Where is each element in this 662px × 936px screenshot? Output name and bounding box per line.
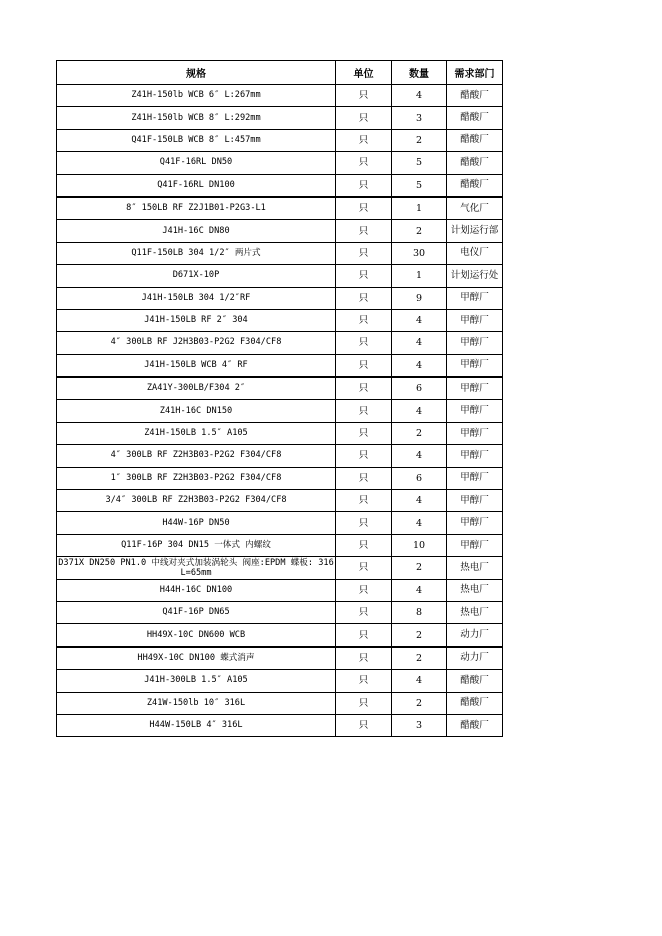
cell-unit[interactable]: 只 [336, 107, 392, 129]
table-row [57, 287, 503, 309]
table-row [57, 467, 503, 489]
cell-spec[interactable]: J41H-150LB 304 1/2″RF [57, 287, 336, 309]
cell-spec[interactable]: J41H-300LB 1.5″ A105 [57, 670, 336, 692]
cell-dept[interactable]: 醋酸厂 [447, 670, 503, 692]
table-row [57, 512, 503, 534]
cell-spec[interactable]: J41H-16C DN80 [57, 220, 336, 242]
cell-qty[interactable]: 2 [392, 692, 447, 714]
cell-unit[interactable]: 只 [336, 601, 392, 623]
cell-unit[interactable]: 只 [336, 579, 392, 601]
cell-unit[interactable]: 只 [336, 242, 392, 264]
cell-qty[interactable]: 4 [392, 512, 447, 534]
cell-spec[interactable]: 4″ 300LB RF J2H3B03-P2G2 F304/CF8 [57, 332, 336, 354]
cell-unit[interactable]: 只 [336, 445, 392, 467]
cell-dept[interactable]: 醋酸厂 [447, 174, 503, 197]
cell-spec[interactable]: Z41H-150LB 1.5″ A105 [57, 422, 336, 444]
table-row [57, 174, 503, 197]
cell-spec[interactable]: Z41H-150lb WCB 6″ L:267mm [57, 85, 336, 107]
table-row [57, 354, 503, 377]
cell-dept[interactable]: 热电厂 [447, 557, 503, 579]
cell-spec[interactable]: Z41H-150lb WCB 8″ L:292mm [57, 107, 336, 129]
cell-spec[interactable]: H44H-16C DN100 [57, 579, 336, 601]
table-row [57, 692, 503, 714]
cell-qty[interactable]: 6 [392, 377, 447, 400]
cell-spec[interactable]: J41H-150LB WCB 4″ RF [57, 354, 336, 377]
cell-qty[interactable]: 3 [392, 714, 447, 736]
header-qty: 数量 [392, 61, 447, 85]
cell-qty[interactable]: 2 [392, 220, 447, 242]
cell-dept[interactable]: 计划运行部 [447, 220, 503, 242]
cell-dept[interactable]: 醋酸厂 [447, 129, 503, 151]
cell-dept[interactable]: 气化厂 [447, 197, 503, 220]
cell-dept[interactable]: 甲醇厂 [447, 490, 503, 512]
cell-qty[interactable]: 3 [392, 107, 447, 129]
cell-qty[interactable]: 4 [392, 490, 447, 512]
spreadsheet [56, 60, 502, 737]
cell-qty[interactable]: 5 [392, 174, 447, 197]
cell-qty[interactable]: 30 [392, 242, 447, 264]
cell-dept[interactable]: 甲醇厂 [447, 287, 503, 309]
cell-unit[interactable]: 只 [336, 512, 392, 534]
cell-qty[interactable]: 6 [392, 467, 447, 489]
cell-unit[interactable]: 只 [336, 265, 392, 287]
table-row [57, 85, 503, 107]
cell-dept[interactable]: 醋酸厂 [447, 85, 503, 107]
header-spec: 规格 [57, 61, 336, 85]
cell-dept[interactable]: 计划运行处 [447, 265, 503, 287]
table-row [57, 601, 503, 623]
table-row [57, 490, 503, 512]
table-row [57, 445, 503, 467]
cell-qty[interactable]: 2 [392, 422, 447, 444]
table-row [57, 579, 503, 601]
table-row [57, 152, 503, 174]
cell-unit[interactable]: 只 [336, 557, 392, 579]
header-row [57, 61, 503, 85]
table-row [57, 670, 503, 692]
cell-spec[interactable]: Q41F-16RL DN100 [57, 174, 336, 197]
cell-dept[interactable]: 甲醇厂 [447, 512, 503, 534]
cell-dept[interactable]: 热电厂 [447, 579, 503, 601]
table-row [57, 557, 503, 579]
cell-spec[interactable]: 1″ 300LB RF Z2H3B03-P2G2 F304/CF8 [57, 467, 336, 489]
cell-unit[interactable]: 只 [336, 400, 392, 422]
cell-unit[interactable]: 只 [336, 197, 392, 220]
cell-qty[interactable]: 4 [392, 85, 447, 107]
cell-spec[interactable]: D671X-10P [57, 265, 336, 287]
cell-dept[interactable]: 甲醇厂 [447, 534, 503, 556]
cell-spec[interactable]: Q41F-16P DN65 [57, 601, 336, 623]
cell-spec[interactable]: 3/4″ 300LB RF Z2H3B03-P2G2 F304/CF8 [57, 490, 336, 512]
cell-spec[interactable]: 8″ 150LB RF Z2J1B01-P2G3-L1 [57, 197, 336, 220]
cell-unit[interactable]: 只 [336, 309, 392, 331]
cell-unit[interactable]: 只 [336, 647, 392, 670]
cell-spec[interactable]: Q41F-150LB WCB 8″ L:457mm [57, 129, 336, 151]
cell-unit[interactable]: 只 [336, 692, 392, 714]
table-row [57, 309, 503, 331]
header-unit: 单位 [336, 61, 392, 85]
cell-spec[interactable]: Z41W-150lb 10″ 316L [57, 692, 336, 714]
cell-unit[interactable]: 只 [336, 467, 392, 489]
cell-spec[interactable]: Q11F-150LB 304 1/2″ 两片式 [57, 242, 336, 264]
cell-dept[interactable]: 醋酸厂 [447, 692, 503, 714]
cell-dept[interactable]: 动力厂 [447, 624, 503, 647]
cell-unit[interactable]: 只 [336, 490, 392, 512]
cell-qty[interactable]: 8 [392, 601, 447, 623]
cell-unit[interactable]: 只 [336, 152, 392, 174]
table-row [57, 332, 503, 354]
cell-unit[interactable]: 只 [336, 174, 392, 197]
cell-dept[interactable]: 甲醇厂 [447, 445, 503, 467]
cell-unit[interactable]: 只 [336, 714, 392, 736]
table-row [57, 242, 503, 264]
cell-unit[interactable]: 只 [336, 332, 392, 354]
cell-unit[interactable]: 只 [336, 85, 392, 107]
cell-dept[interactable]: 动力厂 [447, 647, 503, 670]
cell-dept[interactable]: 醋酸厂 [447, 714, 503, 736]
table-row [57, 107, 503, 129]
cell-spec[interactable]: Q41F-16RL DN50 [57, 152, 336, 174]
table-row [57, 534, 503, 556]
cell-spec[interactable]: HH49X-10C DN600 WCB [57, 624, 336, 647]
cell-dept[interactable]: 甲醇厂 [447, 354, 503, 377]
cell-qty[interactable]: 9 [392, 287, 447, 309]
cell-qty[interactable]: 1 [392, 265, 447, 287]
cell-spec[interactable]: Q11F-16P 304 DN15 一体式 内螺纹 [57, 534, 336, 556]
cell-dept[interactable]: 热电厂 [447, 601, 503, 623]
cell-spec[interactable]: J41H-150LB RF 2″ 304 [57, 309, 336, 331]
cell-dept[interactable]: 醋酸厂 [447, 107, 503, 129]
cell-qty[interactable]: 2 [392, 647, 447, 670]
cell-unit[interactable]: 只 [336, 670, 392, 692]
cell-dept[interactable]: 甲醇厂 [447, 377, 503, 400]
cell-qty[interactable]: 2 [392, 557, 447, 579]
cell-qty[interactable]: 10 [392, 534, 447, 556]
cell-qty[interactable]: 4 [392, 400, 447, 422]
cell-dept[interactable]: 甲醇厂 [447, 400, 503, 422]
cell-unit[interactable]: 只 [336, 422, 392, 444]
cell-spec[interactable]: H44W-16P DN50 [57, 512, 336, 534]
cell-qty[interactable]: 2 [392, 129, 447, 151]
cell-qty[interactable]: 4 [392, 445, 447, 467]
cell-spec[interactable]: ZA41Y-300LB/F304 2″ [57, 377, 336, 400]
cell-dept[interactable]: 甲醇厂 [447, 467, 503, 489]
cell-unit[interactable]: 只 [336, 534, 392, 556]
cell-spec[interactable]: H44W-150LB 4″ 316L [57, 714, 336, 736]
cell-qty[interactable]: 5 [392, 152, 447, 174]
table-row [57, 422, 503, 444]
table-row [57, 400, 503, 422]
cell-unit[interactable]: 只 [336, 287, 392, 309]
cell-qty[interactable]: 4 [392, 670, 447, 692]
cell-qty[interactable]: 4 [392, 309, 447, 331]
cell-spec[interactable]: 4″ 300LB RF Z2H3B03-P2G2 F304/CF8 [57, 445, 336, 467]
cell-qty[interactable]: 4 [392, 579, 447, 601]
cell-spec[interactable]: D371X DN250 PN1.0 中线对夹式加装涡轮头 阀座:EPDM 蝶板: 316 L=65mm [58, 557, 334, 578]
cell-dept[interactable]: 甲醇厂 [447, 422, 503, 444]
table-row [57, 129, 503, 151]
cell-qty[interactable]: 1 [392, 197, 447, 220]
table-row [57, 647, 503, 670]
cell-qty[interactable]: 2 [392, 624, 447, 647]
table-row [57, 265, 503, 287]
valve-requisition-table [56, 60, 503, 737]
table-row [57, 197, 503, 220]
cell-unit[interactable]: 只 [336, 354, 392, 377]
cell-spec[interactable]: Z41H-16C DN150 [57, 400, 336, 422]
cell-dept[interactable]: 电仪厂 [447, 242, 503, 264]
cell-unit[interactable]: 只 [336, 377, 392, 400]
cell-spec[interactable]: HH49X-10C DN100 蝶式消声 [57, 647, 336, 670]
table-row [57, 220, 503, 242]
table-row [57, 714, 503, 736]
cell-dept[interactable]: 醋酸厂 [447, 152, 503, 174]
table-row [57, 377, 503, 400]
cell-unit[interactable]: 只 [336, 220, 392, 242]
cell-qty[interactable]: 4 [392, 354, 447, 377]
table-row [57, 624, 503, 647]
cell-dept[interactable]: 甲醇厂 [447, 309, 503, 331]
cell-qty[interactable]: 4 [392, 332, 447, 354]
cell-unit[interactable]: 只 [336, 129, 392, 151]
cell-unit[interactable]: 只 [336, 624, 392, 647]
cell-dept[interactable]: 甲醇厂 [447, 332, 503, 354]
header-dept: 需求部门 [447, 61, 503, 85]
